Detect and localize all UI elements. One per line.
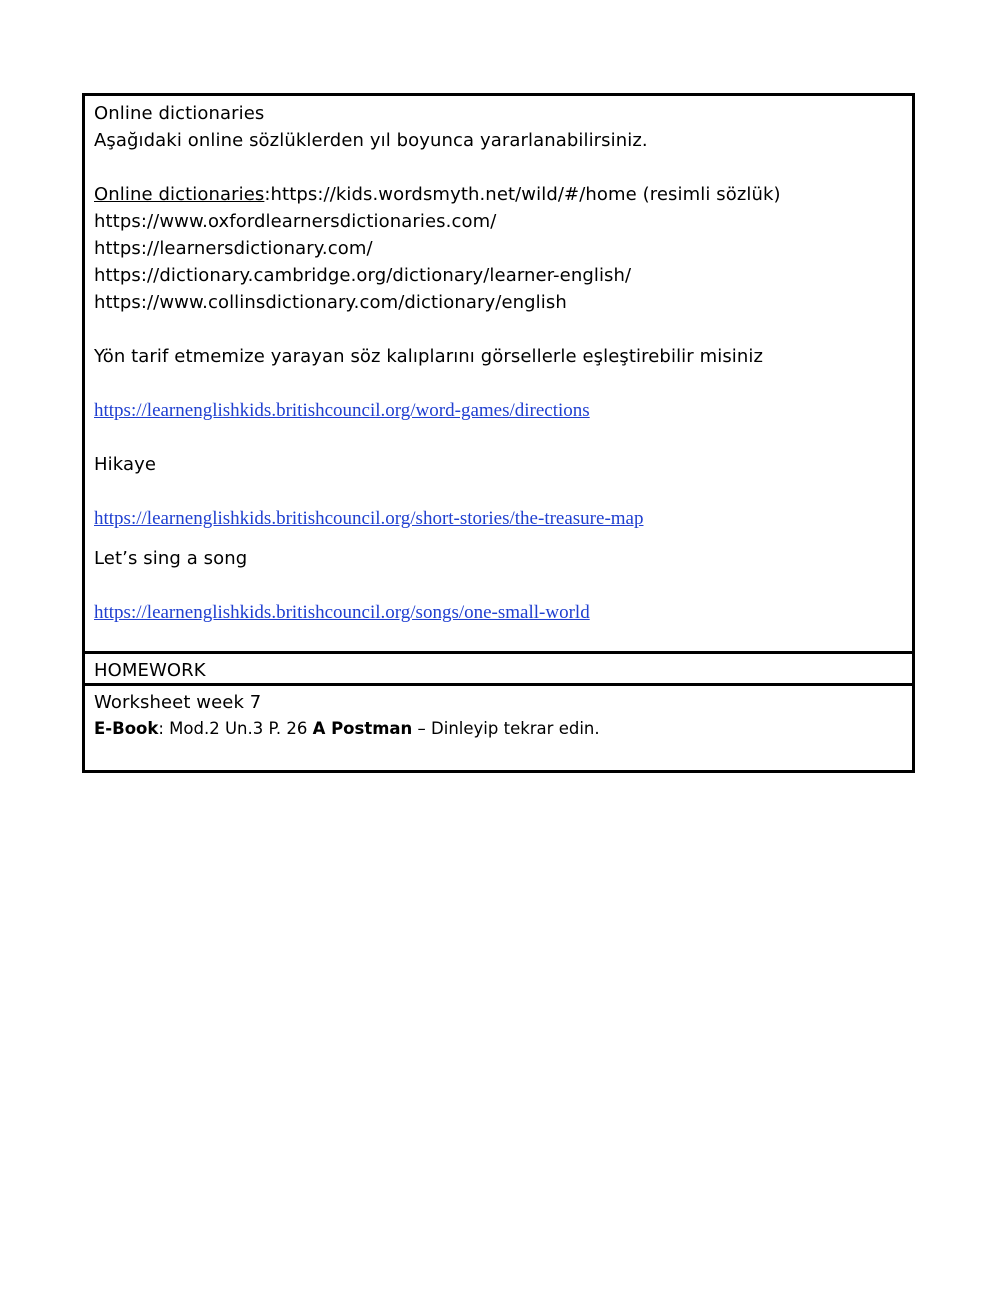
song-link[interactable]: https://learnenglishkids.britishcouncil.org/songs/one-small-world [94, 602, 590, 623]
worksheet-line: Worksheet week 7 [94, 692, 262, 713]
dictionary-url-wordsmyth[interactable]: :https://kids.wordsmyth.net/wild/#/home (resimli sözlük) [264, 184, 781, 205]
homework-body-cell [85, 686, 912, 770]
document-table [82, 93, 915, 773]
homework-title-cell [85, 654, 912, 686]
homework-title: HOMEWORK [94, 660, 206, 681]
ebook-label: E-Book [94, 719, 159, 738]
story-link[interactable]: https://learnenglishkids.britishcouncil.org/short-stories/the-treasure-map [94, 508, 644, 529]
resources-intro: Aşağıdaki online sözlüklerden yıl boyunca yararlanabilirsiniz. [94, 130, 648, 151]
dictionary-url-cambridge[interactable]: https://dictionary.cambridge.org/dictionary/learner-english/ [94, 265, 632, 286]
resources-cell [85, 96, 912, 654]
dictionary-label: Online dictionaries [94, 184, 265, 205]
ebook-instruction: – Dinleyip tekrar edin. [412, 719, 600, 738]
directions-prompt: Yön tarif etmemize yarayan söz kalıplarını görsellerle eşleştirebilir misiniz [94, 346, 764, 367]
dictionary-url-learners[interactable]: https://learnersdictionary.com/ [94, 238, 373, 259]
ebook-title: A Postman [312, 719, 413, 738]
story-heading: Hikaye [94, 454, 157, 475]
ebook-line [94, 716, 903, 742]
directions-link[interactable]: https://learnenglishkids.britishcouncil.org/word-games/directions [94, 400, 590, 421]
song-heading: Let’s sing a song [94, 548, 248, 569]
ebook-ref: : Mod.2 Un.3 P. 26 [158, 719, 313, 738]
resources-heading: Online dictionaries [94, 103, 265, 124]
dictionary-line-first [94, 181, 903, 208]
dictionary-url-oxford[interactable]: https://www.oxfordlearnersdictionaries.com/ [94, 211, 497, 232]
dictionary-url-collins[interactable]: https://www.collinsdictionary.com/dictionary/english [94, 292, 567, 313]
